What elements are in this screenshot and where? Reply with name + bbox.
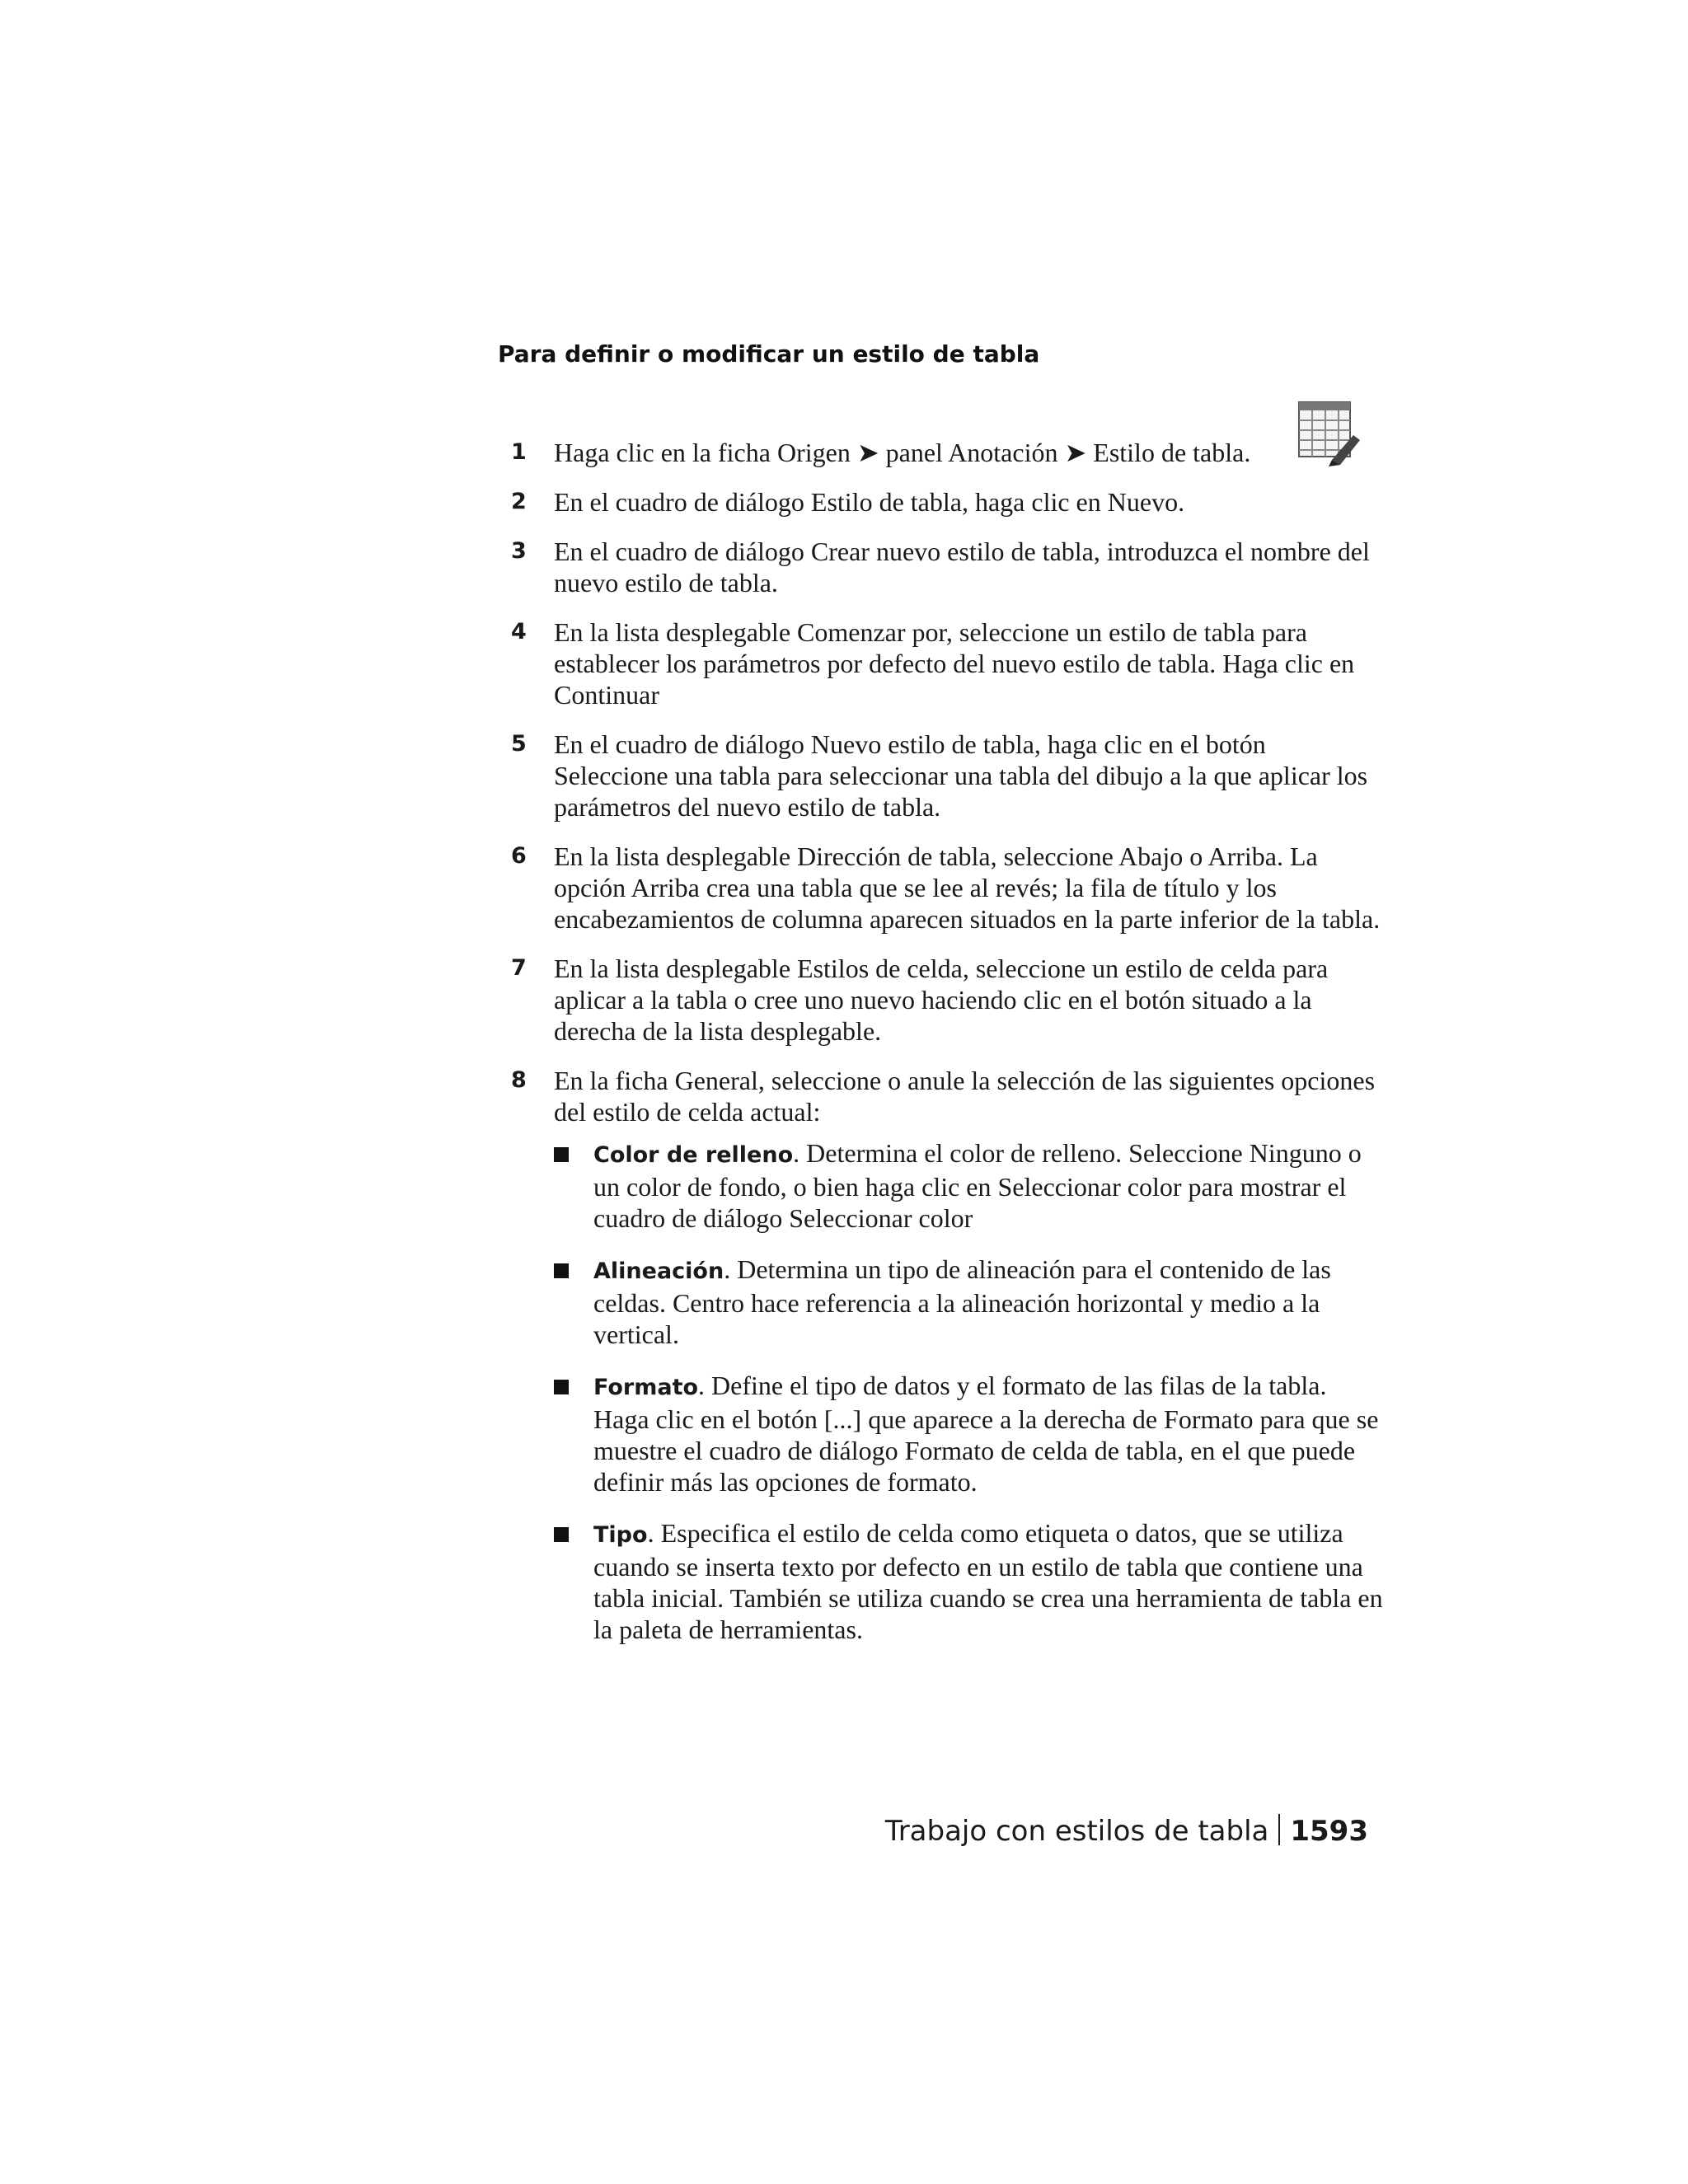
footer-divider bbox=[1278, 1814, 1280, 1845]
step-2 bbox=[511, 486, 1385, 518]
option-type bbox=[554, 1517, 1385, 1645]
step-number: 2 bbox=[511, 489, 527, 514]
page-number: 1593 bbox=[1290, 1815, 1368, 1848]
option-term: Color de relleno bbox=[593, 1142, 794, 1168]
section-heading: Para definir o modificar un estilo de tabla bbox=[498, 340, 1040, 368]
option-term: Alineación bbox=[593, 1258, 724, 1284]
page-footer bbox=[885, 1813, 1368, 1849]
bullet-square-icon bbox=[554, 1380, 569, 1394]
option-description: . Determina un tipo de alineación para el contenido de las celdas. Centro hace referencia a la alineación horizontal y medio a la vertical. bbox=[593, 1254, 1331, 1349]
step-text: En el cuadro de diálogo Estilo de tabla, haga clic en Nuevo. bbox=[554, 487, 1185, 517]
step-6 bbox=[511, 841, 1385, 935]
procedure-steps bbox=[511, 437, 1385, 1665]
option-term: Tipo bbox=[593, 1522, 648, 1548]
step-text: En la ficha General, seleccione o anule la selección de las siguientes opciones del estilo de celda actual: bbox=[554, 1066, 1376, 1127]
step-text: En la lista desplegable Comenzar por, seleccione un estilo de tabla para establecer los parámetros por defecto del nuevo estilo de tabla. Haga clic en Continuar bbox=[554, 617, 1355, 710]
step-number: 1 bbox=[511, 439, 527, 465]
step-text: En la lista desplegable Dirección de tabla, seleccione Abajo o Arriba. La opción Arriba crea una tabla que se lee al revés; la fila de título y los encabezamientos de columna aparecen situados en la parte inferior de la tabla. bbox=[554, 841, 1381, 934]
step-1 bbox=[511, 437, 1385, 468]
step-7 bbox=[511, 953, 1385, 1047]
step-4 bbox=[511, 616, 1385, 710]
step-number: 7 bbox=[511, 955, 527, 981]
step-number: 5 bbox=[511, 731, 527, 757]
step-text: En la lista desplegable Estilos de celda, seleccione un estilo de celda para aplicar a la tabla o cree uno nuevo haciendo clic en el botón situado a la derecha de la lista desplegable. bbox=[554, 954, 1329, 1046]
option-list bbox=[554, 1137, 1385, 1645]
step-8 bbox=[511, 1065, 1385, 1645]
option-description: . Especifica el estilo de celda como etiqueta o datos, que se utiliza cuando se inserta texto por defecto en un estilo de tabla que contiene una tabla inicial. También se utiliza cuando se crea una herramienta de tabla en la paleta de herramientas. bbox=[593, 1518, 1383, 1644]
bullet-square-icon bbox=[554, 1263, 569, 1278]
option-description: . Define el tipo de datos y el formato de las filas de la tabla. Haga clic en el botón [...] que aparece a la derecha de Formato para que se muestre el cuadro de diálogo Formato de celda de tabla, en el que puede definir más las opciones de formato. bbox=[593, 1371, 1379, 1497]
option-term: Formato bbox=[593, 1375, 699, 1400]
step-number: 6 bbox=[511, 843, 527, 869]
option-description: . Determina el color de relleno. Seleccione Ninguno o un color de fondo, o bien haga clic en Seleccionar color para mostrar el cuadro de diálogo Seleccionar color bbox=[593, 1138, 1362, 1233]
option-format bbox=[554, 1370, 1385, 1497]
option-fill-color bbox=[554, 1137, 1385, 1234]
step-3 bbox=[511, 536, 1385, 598]
bullet-square-icon bbox=[554, 1527, 569, 1542]
step-number: 8 bbox=[511, 1067, 527, 1093]
footer-section-title: Trabajo con estilos de tabla bbox=[884, 1815, 1269, 1848]
step-text: En el cuadro de diálogo Nuevo estilo de tabla, haga clic en el botón Seleccione una tabla para seleccionar una tabla del dibujo a la que aplicar los parámetros del nuevo estilo de tabla. bbox=[554, 729, 1368, 822]
bullet-square-icon bbox=[554, 1147, 569, 1162]
option-alignment bbox=[554, 1254, 1385, 1350]
step-text: Haga clic en la ficha Origen ➤ panel Anotación ➤ Estilo de tabla. bbox=[554, 438, 1251, 467]
step-5 bbox=[511, 729, 1385, 823]
step-number: 4 bbox=[511, 619, 527, 644]
step-text: En el cuadro de diálogo Crear nuevo estilo de tabla, introduzca el nombre del nuevo estilo de tabla. bbox=[554, 537, 1370, 598]
step-number: 3 bbox=[511, 538, 527, 564]
